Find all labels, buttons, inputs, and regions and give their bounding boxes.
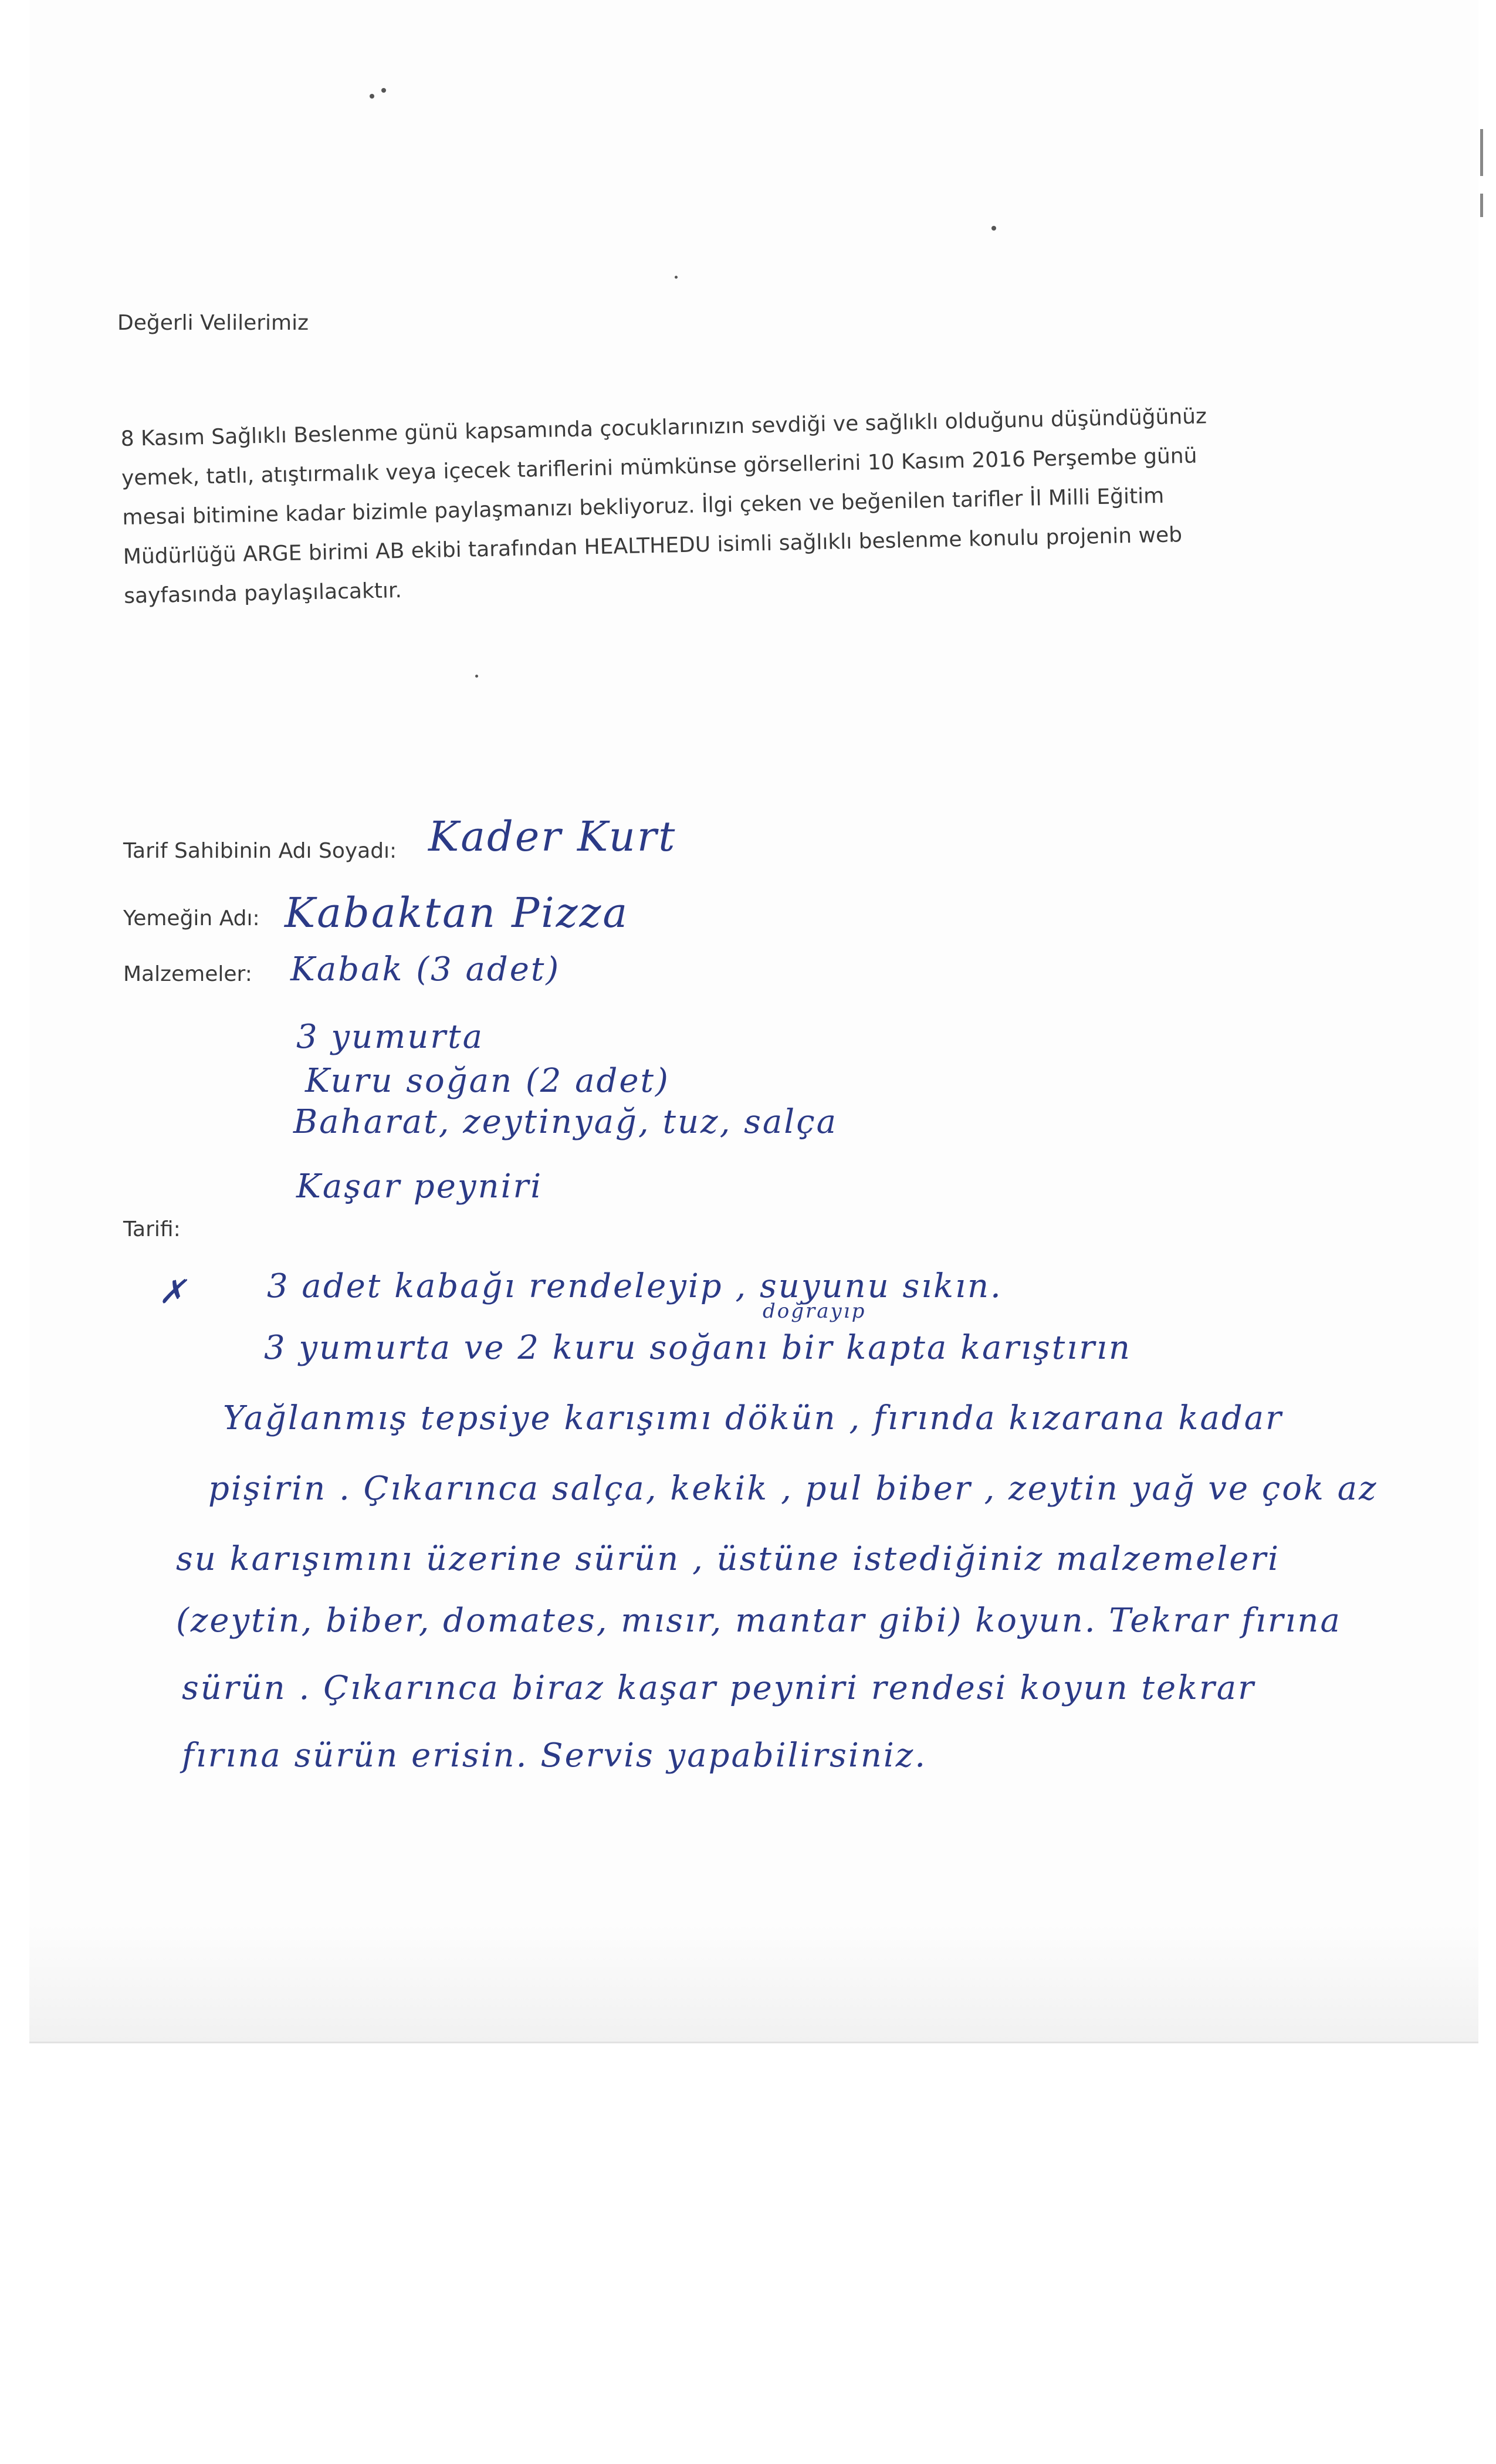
speck bbox=[475, 675, 478, 678]
intro-line: sayfasında paylaşılacaktır. bbox=[123, 578, 402, 608]
recipe-line: (zeytin, biber, domates, mısır, mantar gibi) koyun. Tekrar fırına bbox=[176, 1602, 1342, 1640]
paper-shadow bbox=[29, 1924, 1478, 2042]
scan-edge-mark bbox=[1480, 194, 1483, 217]
greeting: Değerli Velilerimiz bbox=[117, 311, 309, 335]
owner-value: Kader Kurt bbox=[428, 813, 677, 861]
intro-line: mesai bitimine kadar bizimle paylaşmanızı bekliyoruz. İlgi çeken ve beğenilen tarifler İl Milli Eğitim bbox=[122, 483, 1165, 530]
speck bbox=[370, 94, 374, 99]
recipe-line: pişirin . Çıkarınca salça, kekik , pul biber , zeytin yağ ve çok az bbox=[208, 1470, 1378, 1508]
intro-line: 8 Kasım Sağlıklı Beslenme günü kapsamında çocuklarınızın sevdiği ve sağlıklı olduğunu düşündüğünüz bbox=[120, 404, 1207, 451]
intro-paragraph bbox=[120, 395, 1274, 616]
intro-line: Müdürlüğü ARGE birimi AB ekibi tarafından HEALTHEDU isimli sağlıklı beslenme konulu projenin web bbox=[123, 523, 1183, 569]
recipe-line: 3 yumurta ve 2 kuru soğanı bir kapta karıştırın bbox=[264, 1329, 1132, 1367]
dish-label: Yemeğin Adı: bbox=[123, 906, 260, 930]
speck bbox=[991, 226, 996, 231]
ingredient-item: Kaşar peyniri bbox=[296, 1167, 543, 1206]
recipe-line: su karışımını üzerine sürün , üstüne istediğiniz malzemeleri bbox=[176, 1540, 1281, 1578]
recipe-line: Yağlanmış tepsiye karışımı dökün , fırında kızarana kadar bbox=[223, 1399, 1283, 1437]
scan-edge-mark bbox=[1480, 129, 1483, 176]
recipe-label: Tarifi: bbox=[123, 1217, 181, 1241]
recipe-mark: ✗ bbox=[158, 1273, 188, 1311]
ingredient-item: Baharat, zeytinyağ, tuz, salça bbox=[293, 1103, 838, 1141]
ingredient-item: 3 yumurta bbox=[296, 1018, 484, 1056]
owner-label: Tarif Sahibinin Adı Soyadı: bbox=[123, 839, 397, 863]
intro-line: yemek, tatlı, atıştırmalık veya içecek tariflerini mümkünse görsellerini 10 Kasım 2016 Perşembe günü bbox=[121, 444, 1197, 490]
recipe-line: 3 adet kabağı rendeleyip , suyunu sıkın. bbox=[267, 1267, 1003, 1305]
dish-value: Kabaktan Pizza bbox=[285, 889, 629, 937]
ingredient-item: Kuru soğan (2 adet) bbox=[305, 1062, 670, 1100]
ingredients-label: Malzemeler: bbox=[123, 962, 252, 986]
recipe-insert: doğrayıp bbox=[763, 1299, 867, 1323]
recipe-line: sürün . Çıkarınca biraz kaşar peyniri rendesi koyun tekrar bbox=[182, 1669, 1255, 1707]
ingredient-item: Kabak (3 adet) bbox=[290, 950, 561, 989]
speck bbox=[675, 276, 678, 279]
recipe-line: fırına sürün erisin. Servis yapabilirsiniz. bbox=[182, 1737, 928, 1775]
speck bbox=[381, 88, 386, 93]
